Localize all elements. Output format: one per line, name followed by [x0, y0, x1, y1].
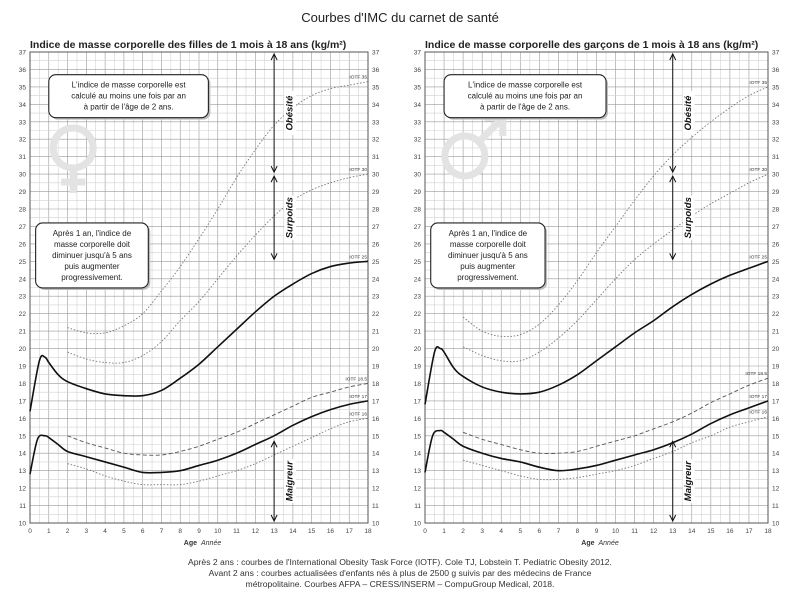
x-tick-label: 4 — [103, 528, 107, 535]
x-tick-label: 7 — [159, 528, 164, 535]
footer-credits — [0, 557, 800, 590]
x-tick-label: 18 — [364, 528, 372, 535]
y-tick-label-left: 13 — [413, 468, 421, 476]
note-text-line: diminuer jusqu'à 5 ans — [447, 250, 528, 260]
y-tick-label-left: 24 — [18, 276, 26, 284]
y-tick-label-left: 17 — [413, 398, 421, 406]
x-tick-label: 5 — [518, 528, 523, 535]
page-title: Courbes d'IMC du carnet de santé — [301, 10, 499, 25]
y-tick-label-right: 15 — [372, 433, 380, 441]
y-tick-label-right: 17 — [772, 398, 780, 406]
y-tick-label-right: 19 — [772, 363, 780, 371]
y-tick-label-left: 25 — [18, 258, 26, 266]
y-tick-label-right: 32 — [772, 136, 780, 144]
y-tick-label-right: 34 — [772, 101, 780, 109]
y-tick-label-left: 24 — [413, 276, 421, 284]
y-tick-label-right: 26 — [772, 241, 780, 249]
y-tick-label-left: 10 — [18, 520, 26, 528]
note-text-line: Après 1 an, l'indice de — [52, 228, 132, 238]
x-tick-label: 13 — [270, 528, 278, 535]
y-tick-label-right: 27 — [372, 223, 380, 231]
series-label-iotf-30: IOTF 30 — [749, 168, 767, 174]
x-tick-label: 16 — [326, 528, 335, 535]
y-tick-label-left: 15 — [413, 433, 421, 441]
x-tick-label: 8 — [178, 528, 183, 535]
y-tick-label-left: 35 — [413, 84, 421, 92]
y-tick-label-right: 37 — [372, 49, 380, 57]
y-tick-label-right: 11 — [372, 503, 379, 511]
x-tick-label: 10 — [611, 528, 620, 535]
chart-title: Indice de masse corporelle des garçons de 1 mois à 18 ans (kg/m²) — [425, 39, 759, 51]
y-tick-label-left: 37 — [413, 49, 421, 57]
y-tick-label-right: 28 — [772, 206, 780, 214]
footer-line-1: Après 2 ans : courbes de l'International Obesity Task Force (IOTF). Cole TJ, Lobstein T. Pediatric Obesity 2012. — [188, 557, 612, 567]
x-tick-label: 18 — [764, 528, 772, 535]
y-tick-label-right: 12 — [772, 485, 780, 493]
x-tick-label: 7 — [556, 528, 561, 535]
note-text-line: progressivement. — [457, 272, 519, 282]
y-tick-label-left: 12 — [413, 485, 421, 493]
y-tick-label-left: 12 — [18, 485, 26, 493]
note-text-line: à partir de l'âge de 2 ans. — [480, 102, 571, 112]
y-tick-label-right: 27 — [772, 223, 780, 231]
x-tick-label: 16 — [726, 528, 734, 535]
y-tick-label-right: 22 — [372, 311, 380, 319]
chart-boys — [414, 39, 780, 547]
y-tick-label-left: 37 — [18, 49, 26, 57]
y-tick-label-left: 28 — [18, 206, 26, 214]
y-tick-label-right: 25 — [372, 258, 380, 266]
y-tick-label-left: 14 — [18, 450, 26, 458]
y-tick-label-right: 35 — [372, 84, 380, 92]
x-tick-label: 14 — [289, 528, 297, 535]
note-text-line: masse corporelle doit — [53, 239, 130, 249]
x-axis-label: Age — [581, 540, 595, 547]
y-tick-label-right: 25 — [772, 258, 780, 266]
x-tick-label: 12 — [650, 528, 658, 535]
y-tick-label-right: 35 — [772, 84, 780, 92]
y-tick-label-left: 23 — [18, 293, 26, 301]
y-tick-label-left: 33 — [18, 119, 26, 127]
note-text-line: masse corporelle doit — [449, 239, 526, 249]
y-tick-label-left: 36 — [18, 66, 26, 74]
y-tick-label-right: 23 — [772, 293, 780, 301]
x-tick-label: 11 — [233, 528, 240, 535]
y-tick-label-left: 31 — [413, 154, 421, 162]
x-tick-label: 6 — [140, 528, 145, 535]
y-tick-label-right: 29 — [372, 189, 380, 197]
y-tick-label-left: 26 — [18, 241, 26, 249]
series-label-iotf-35: IOTF 35 — [349, 75, 367, 81]
zone-label-maigreur: Maigreur — [683, 461, 695, 502]
y-tick-label-left: 25 — [413, 258, 421, 266]
y-tick-label-right: 34 — [372, 101, 380, 109]
y-tick-label-left: 22 — [413, 311, 421, 319]
note-text-line: L'indice de masse corporelle est — [468, 80, 583, 90]
y-tick-label-right: 36 — [772, 66, 780, 74]
series-label-iotf-35: IOTF 35 — [749, 80, 767, 86]
x-tick-label: 3 — [480, 528, 484, 535]
y-tick-label-right: 33 — [772, 119, 780, 127]
x-tick-label: 8 — [575, 528, 580, 535]
y-tick-label-right: 13 — [372, 468, 380, 476]
y-tick-label-right: 11 — [772, 503, 779, 511]
series-label-iotf-18-5: IOTF 18.5 — [345, 377, 367, 383]
y-tick-label-left: 33 — [413, 119, 421, 127]
y-tick-label-right: 29 — [772, 189, 780, 197]
y-tick-label-left: 15 — [18, 433, 26, 441]
x-tick-label: 5 — [122, 528, 126, 535]
x-tick-label: 15 — [707, 528, 715, 535]
x-tick-label: 12 — [251, 528, 259, 535]
y-tick-label-right: 30 — [372, 171, 380, 179]
y-tick-label-right: 18 — [372, 380, 380, 388]
y-tick-label-right: 17 — [372, 398, 380, 406]
series-label-iotf-16: IOTF 16 — [749, 410, 767, 416]
zone-label-surpoids: Surpoids — [683, 197, 695, 239]
x-tick-label: 17 — [345, 528, 353, 535]
series-label-iotf-18-5: IOTF 18.5 — [745, 372, 767, 378]
x-tick-label: 9 — [197, 528, 201, 535]
y-tick-label-left: 17 — [18, 398, 26, 406]
y-tick-label-right: 33 — [372, 119, 380, 127]
y-tick-label-left: 21 — [18, 328, 26, 336]
y-tick-label-right: 37 — [772, 49, 780, 57]
y-tick-label-right: 12 — [372, 485, 380, 493]
y-tick-label-right: 30 — [772, 171, 780, 179]
y-tick-label-left: 18 — [18, 380, 26, 388]
y-tick-label-left: 20 — [18, 346, 26, 354]
note-text-line: calculé au moins une fois par an — [467, 91, 583, 101]
y-tick-label-right: 16 — [772, 415, 780, 423]
note-text-line: puis augmenter — [64, 261, 120, 271]
series-label-iotf-25: IOTF 25 — [349, 255, 367, 261]
y-tick-label-left: 20 — [413, 346, 421, 354]
y-tick-label-left: 29 — [413, 189, 421, 197]
y-tick-label-left: 30 — [413, 171, 421, 179]
series-label-iotf-30: IOTF 30 — [349, 168, 367, 174]
x-tick-label: 13 — [669, 528, 677, 535]
y-tick-label-right: 31 — [772, 154, 780, 162]
y-tick-label-right: 20 — [372, 346, 380, 354]
series-label-iotf-17: IOTF 17 — [349, 394, 367, 400]
y-tick-label-left: 11 — [19, 503, 26, 511]
y-tick-label-right: 22 — [772, 311, 780, 319]
note-text-line: diminuer jusqu'à 5 ans — [52, 250, 132, 260]
y-tick-label-left: 19 — [18, 363, 26, 371]
note-text-line: progressivement. — [61, 272, 123, 282]
series-label-iotf-25: IOTF 25 — [749, 255, 767, 261]
y-tick-label-left: 32 — [413, 136, 421, 144]
series-label-iotf-16: IOTF 16 — [349, 412, 367, 418]
y-tick-label-right: 21 — [772, 328, 780, 336]
footer-line-3: métropolitaine. Courbes AFPA – CRESS/INSERM – CompuGroup Medical, 2018. — [245, 579, 555, 589]
zone-label-obesite: Obésité — [284, 95, 296, 131]
zone-label-surpoids: Surpoids — [284, 197, 296, 239]
y-tick-label-left: 16 — [18, 415, 26, 423]
y-tick-label-left: 27 — [413, 223, 421, 231]
y-tick-label-left: 13 — [18, 468, 26, 476]
chart-girls — [19, 39, 380, 547]
x-axis-label: Age — [183, 540, 197, 547]
x-tick-label: 0 — [28, 528, 32, 535]
y-tick-label-right: 10 — [372, 520, 380, 528]
y-tick-label-left: 14 — [413, 450, 421, 458]
y-tick-label-left: 16 — [413, 415, 421, 423]
x-tick-label: 11 — [631, 528, 638, 535]
y-tick-label-left: 29 — [18, 189, 26, 197]
y-tick-label-right: 20 — [772, 346, 780, 354]
y-tick-label-left: 18 — [413, 380, 421, 388]
x-tick-label: 3 — [84, 528, 89, 535]
x-tick-label: 6 — [537, 528, 542, 535]
x-tick-label: 14 — [688, 528, 696, 535]
x-axis-label-alt: Année — [201, 540, 222, 547]
note-text-line: puis augmenter — [460, 261, 516, 271]
x-tick-label: 4 — [499, 528, 504, 535]
zone-label-maigreur: Maigreur — [284, 461, 296, 502]
x-tick-label: 0 — [423, 528, 427, 535]
y-tick-label-left: 23 — [413, 293, 421, 301]
y-tick-label-right: 28 — [372, 206, 380, 214]
x-axis-label-alt: Année — [598, 540, 619, 547]
x-tick-label: 17 — [745, 528, 753, 535]
y-tick-label-left: 30 — [18, 171, 26, 179]
y-tick-label-left: 31 — [18, 154, 26, 162]
footer-line-2: Avant 2 ans : courbes actualisées d'enfants nés à plus de 2500 g suivis par des médecins de France — [208, 568, 592, 578]
y-tick-label-right: 10 — [772, 520, 780, 528]
y-tick-label-right: 32 — [372, 136, 380, 144]
x-tick-label: 15 — [308, 528, 316, 535]
x-tick-label: 2 — [461, 528, 465, 535]
x-tick-label: 9 — [594, 528, 599, 535]
y-tick-label-left: 34 — [18, 101, 26, 109]
y-tick-label-left: 28 — [413, 206, 421, 214]
y-tick-label-right: 36 — [372, 66, 380, 74]
y-tick-label-left: 34 — [413, 101, 421, 109]
y-tick-label-right: 13 — [772, 468, 780, 476]
y-tick-label-right: 16 — [372, 415, 380, 423]
y-tick-label-left: 19 — [413, 363, 421, 371]
y-tick-label-right: 23 — [372, 293, 380, 301]
y-tick-label-left: 36 — [413, 66, 421, 74]
note-text-line: calculé au moins une fois par an — [71, 91, 186, 101]
y-tick-label-left: 27 — [18, 223, 26, 231]
x-tick-label: 1 — [442, 528, 446, 535]
x-tick-label: 2 — [65, 528, 70, 535]
y-tick-label-left: 10 — [413, 520, 421, 528]
y-tick-label-left: 22 — [18, 311, 26, 319]
series-label-iotf-17: IOTF 17 — [749, 394, 767, 400]
x-tick-label: 10 — [214, 528, 222, 535]
y-tick-label-right: 21 — [372, 328, 380, 336]
y-tick-label-right: 15 — [772, 433, 780, 441]
y-tick-label-right: 24 — [372, 276, 380, 284]
y-tick-label-right: 19 — [372, 363, 380, 371]
y-tick-label-right: 14 — [772, 450, 780, 458]
y-tick-label-right: 14 — [372, 450, 380, 458]
y-tick-label-right: 24 — [772, 276, 780, 284]
zone-label-obesite: Obésité — [683, 95, 695, 131]
note-text-line: à partir de l'âge de 2 ans. — [83, 102, 174, 112]
x-tick-label: 1 — [46, 528, 51, 535]
note-text-line: Après 1 an, l'indice de — [448, 228, 528, 238]
y-tick-label-left: 21 — [413, 328, 421, 336]
y-tick-label-right: 18 — [772, 380, 780, 388]
y-tick-label-left: 26 — [413, 241, 421, 249]
y-tick-label-right: 31 — [372, 154, 380, 162]
y-tick-label-left: 35 — [18, 84, 26, 92]
note-text-line: L'indice de masse corporelle est — [71, 80, 186, 90]
y-tick-label-left: 11 — [414, 503, 421, 511]
chart-title: Indice de masse corporelle des filles de 1 mois à 18 ans (kg/m²) — [30, 39, 347, 51]
y-tick-label-right: 26 — [372, 241, 380, 249]
y-tick-label-left: 32 — [18, 136, 26, 144]
